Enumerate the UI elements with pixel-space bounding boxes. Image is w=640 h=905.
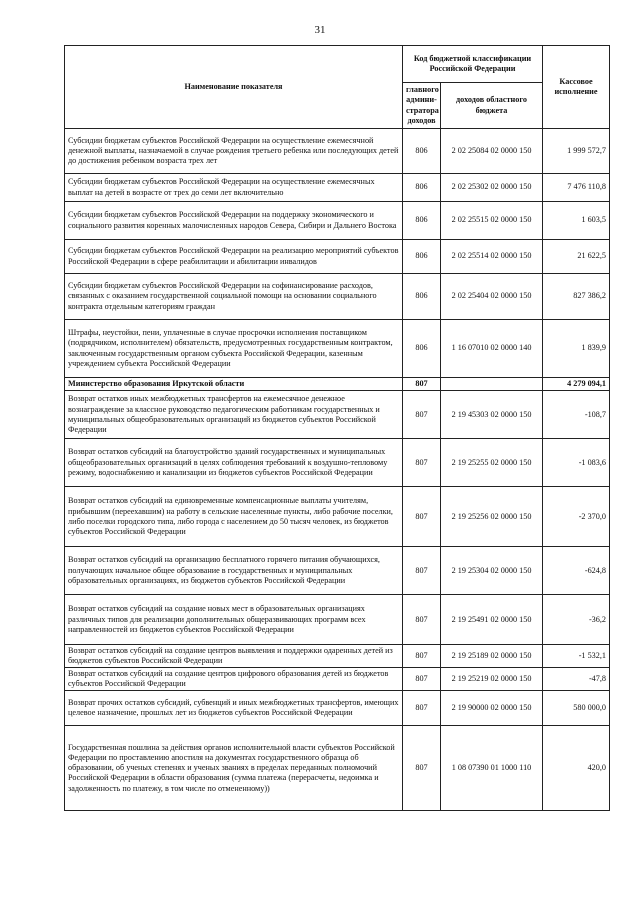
row-amount: -1 083,6 — [543, 439, 610, 487]
header-income: доходов областного бюджета — [441, 83, 543, 129]
row-admin-code: 806 — [403, 129, 441, 174]
row-amount: 1 999 572,7 — [543, 129, 610, 174]
table-body — [65, 129, 610, 811]
row-admin-code: 806 — [403, 240, 441, 274]
row-admin-code: 807 — [403, 668, 441, 691]
table-row — [65, 129, 610, 174]
row-admin-code: 807 — [403, 691, 441, 726]
table-row — [65, 691, 610, 726]
row-amount: 827 386,2 — [543, 274, 610, 320]
row-name: Возврат остатков субсидий на создание новых мест в образовательных организациях различных типов для реализации дополнительных общеразвивающих программ всех направленностей из бюджетов субъектов Российской Федерации — [65, 595, 403, 645]
row-income-code: 2 19 25491 02 0000 150 — [441, 595, 543, 645]
row-name: Возврат остатков субсидий на единовременные компенсационные выплаты учителям, прибывшим (переехавшим) на работу в сельские населенные пункты, либо рабочие поселки, либо поселки городского типа, либо города с населением до 50 тысяч человек, из бюджетов субъектов Российской Федерации — [65, 487, 403, 547]
table-row — [65, 726, 610, 811]
row-admin-code: 806 — [403, 202, 441, 240]
row-admin-code: 806 — [403, 274, 441, 320]
row-admin-code: 807 — [403, 595, 441, 645]
table-row — [65, 487, 610, 547]
row-amount: 420,0 — [543, 726, 610, 811]
table-row — [65, 240, 610, 274]
table-row — [65, 202, 610, 240]
row-income-code: 2 19 45303 02 0000 150 — [441, 391, 543, 439]
row-name: Возврат остатков субсидий на создание центров выявления и поддержки одаренных детей из бюджетов субъектов Российской Федерации — [65, 645, 403, 668]
row-name: Государственная пошлина за действия органов исполнительной власти субъектов Российской Федерации по проставлению апостиля на документах государственного образца об образовании, об ученых степенях и ученых званиях в пределах переданных полномочий Российской Федерации в области образования (сумма платежа (перерасчеты, недоимка и задолженность по платежу, в том числе по отмененному)) — [65, 726, 403, 811]
row-income-code: 2 02 25084 02 0000 150 — [441, 129, 543, 174]
row-income-code — [441, 378, 543, 391]
row-name: Субсидии бюджетам субъектов Российской Федерации на осуществление ежемесячных выплат на детей в возрасте от трех до семи лет включительно — [65, 174, 403, 202]
row-admin-code: 806 — [403, 320, 441, 378]
row-income-code: 1 08 07390 01 1000 110 — [441, 726, 543, 811]
row-income-code: 2 02 25302 02 0000 150 — [441, 174, 543, 202]
header-name: Наименование показателя — [65, 46, 403, 129]
row-name: Возврат остатков иных межбюджетных трансфертов на ежемесячное денежное вознаграждение за классное руководство педагогическим работникам государственных и муниципальных общеобразовательных организаций из бюджетов субъектов Российской Федерации — [65, 391, 403, 439]
row-admin-code: 807 — [403, 487, 441, 547]
row-amount: 1 839,9 — [543, 320, 610, 378]
table-row — [65, 174, 610, 202]
row-income-code: 2 19 90000 02 0000 150 — [441, 691, 543, 726]
row-income-code: 2 19 25189 02 0000 150 — [441, 645, 543, 668]
row-admin-code: 807 — [403, 391, 441, 439]
row-income-code: 2 19 25255 02 0000 150 — [441, 439, 543, 487]
row-admin-code: 807 — [403, 645, 441, 668]
table-row — [65, 439, 610, 487]
row-admin-code: 807 — [403, 439, 441, 487]
table-row — [65, 668, 610, 691]
row-amount: -108,7 — [543, 391, 610, 439]
table-row — [65, 391, 610, 439]
header-admin: главного админи-стратора доходов — [403, 83, 441, 129]
row-amount: 21 622,5 — [543, 240, 610, 274]
row-name: Штрафы, неустойки, пени, уплаченные в случае просрочки исполнения поставщиком (подрядчиком, исполнителем) обязательств, предусмотренных государственным контрактом, заключенным государственным органом субъекта Российской Федерации, казенным учреждением субъекта Российской Федерации — [65, 320, 403, 378]
table-row — [65, 274, 610, 320]
row-name: Возврат остатков субсидий на создание центров цифрового образования детей из бюджетов субъектов Российской Федерации — [65, 668, 403, 691]
row-income-code: 2 02 25404 02 0000 150 — [441, 274, 543, 320]
row-income-code: 1 16 07010 02 0000 140 — [441, 320, 543, 378]
row-admin-code: 806 — [403, 174, 441, 202]
row-name: Субсидии бюджетам субъектов Российской Федерации на софинансирование расходов, связанных с оказанием государственной социальной помощи на основании социального контракта отдельным категориям граждан — [65, 274, 403, 320]
row-name: Субсидии бюджетам субъектов Российской Федерации на реализацию мероприятий субъектов Российской Федерации в сфере реабилитации и абилитации инвалидов — [65, 240, 403, 274]
table-row — [65, 645, 610, 668]
row-income-code: 2 02 25515 02 0000 150 — [441, 202, 543, 240]
page-number: 31 — [314, 24, 326, 36]
row-amount: 1 603,5 — [543, 202, 610, 240]
header-execution: Кассовое исполнение — [543, 46, 610, 129]
row-admin-code: 807 — [403, 547, 441, 595]
row-amount: -36,2 — [543, 595, 610, 645]
row-amount: -47,8 — [543, 668, 610, 691]
row-amount: -1 532,1 — [543, 645, 610, 668]
row-name: Министерство образования Иркутской области — [65, 378, 403, 391]
row-name: Субсидии бюджетам субъектов Российской Федерации на поддержку экономического и социального развития коренных малочисленных народов Севера, Сибири и Дальнего Востока — [65, 202, 403, 240]
table-row — [65, 595, 610, 645]
table-row — [65, 547, 610, 595]
row-name: Возврат остатков субсидий на благоустройство зданий государственных и муниципальных общеобразовательных организаций в целях соблюдения требований к воздушно-тепловому режиму, водоснабжению и канализации из бюджетов субъектов Российской Федерации — [65, 439, 403, 487]
header-code-group: Код бюджетной классификации Российской Федерации — [403, 46, 543, 83]
row-amount: -2 370,0 — [543, 487, 610, 547]
row-income-code: 2 19 25256 02 0000 150 — [441, 487, 543, 547]
row-name: Субсидии бюджетам субъектов Российской Федерации на осуществление ежемесячной денежной выплаты, назначаемой в случае рождения третьего ребенка или последующих детей до достижения ребенком возраста трех лет — [65, 129, 403, 174]
row-amount: 4 279 094,1 — [543, 378, 610, 391]
row-name: Возврат прочих остатков субсидий, субвенций и иных межбюджетных трансфертов, имеющих целевое назначение, прошлых лет из бюджетов субъектов Российской Федерации — [65, 691, 403, 726]
row-name: Возврат остатков субсидий на организацию бесплатного горячего питания обучающихся, получающих начальное общее образование в государственных и муниципальных образовательных организациях, из бюджетов субъектов Российской Федерации — [65, 547, 403, 595]
table-row — [65, 320, 610, 378]
row-amount: 580 000,0 — [543, 691, 610, 726]
row-amount: -624,8 — [543, 547, 610, 595]
row-income-code: 2 19 25219 02 0000 150 — [441, 668, 543, 691]
row-income-code: 2 02 25514 02 0000 150 — [441, 240, 543, 274]
row-income-code: 2 19 25304 02 0000 150 — [441, 547, 543, 595]
row-amount: 7 476 110,8 — [543, 174, 610, 202]
row-admin-code: 807 — [403, 726, 441, 811]
table-row — [65, 378, 610, 391]
row-admin-code: 807 — [403, 378, 441, 391]
budget-table — [64, 45, 610, 811]
